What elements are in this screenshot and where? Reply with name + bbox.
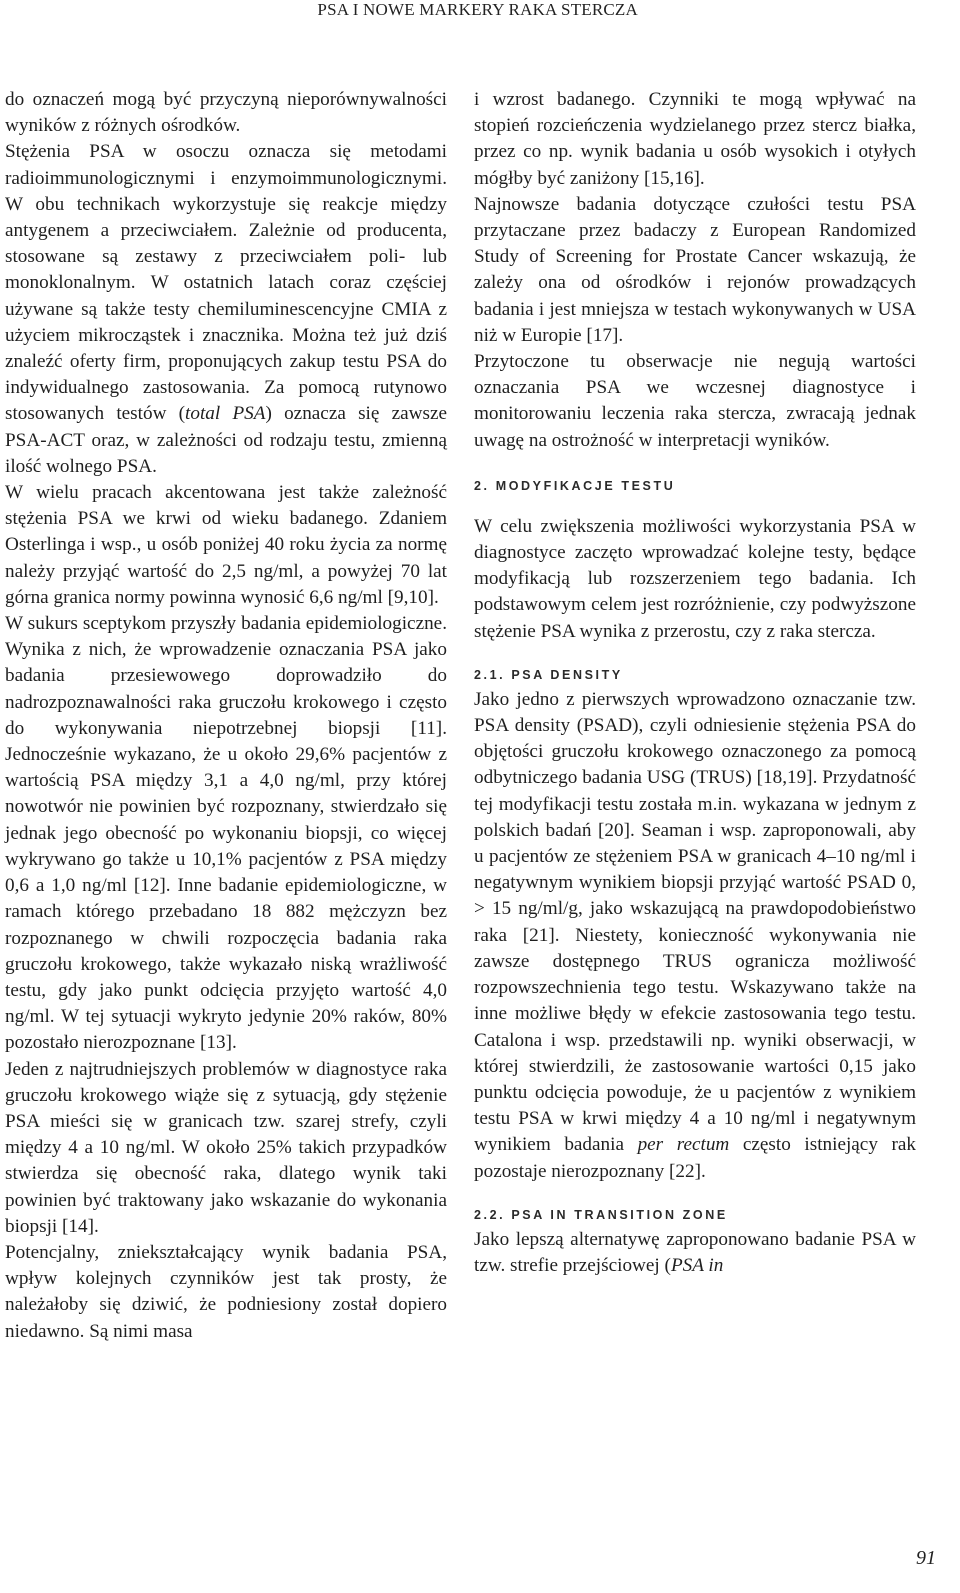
paragraph-text: Jako jedno z pierwszych wprowadzono oznaczanie tzw. PSA density (PSAD), czyli odniesienie stężenia PSA do objętości gruczołu krokowego oznaczonego za pomocą odbytniczego badania USG (TRUS) [18,19]. Przydatność tej modyfikacji testu została m.in. wykazana w jednym z polskich badań [20]. Seaman i wsp. zaproponowali, aby u pacjentów ze stężeniem PSA w granicach 4–10 ng/ml i negatywnym wynikiem biopsji przyjąć wartość PSAD 0, > 15 ng/ml/g, jako wskazującą na prawdopodobieństwo raka [21]. Niestety, konieczność wykonywania nie zawsze dostępnego TRUS ogranicza możliwość rozpowszechnienia tego testu. Wskazywano także na inne możliwe błędy w efekcie zastosowania tego testu. Catalona i wsp. przedstawili np. wyniki obserwacji, w której stwierdzili, że zastosowanie wartości 0,15 jako punktu odcięcia powoduje, że u pacjentów z wynikiem testu PSA w krwi między 4 a 10 ng/ml i negatywnym wynikiem badania bbox=[474, 688, 916, 1156]
paragraph-text: Jako lepszą alternatywę zaproponowano badanie PSA w tzw. strefie przejściowej ( bbox=[474, 1228, 916, 1276]
left-column bbox=[5, 87, 447, 1345]
paragraph: Jeden z najtrudniejszych problemów w diagnostyce raka gruczołu krokowego wiąże się z sytuacją, gdy stężenie PSA mieści się w granicach tzw. szarej strefy, czyli między 4 a 10 ng/ml. W około 25% takich przypadków stwierdza się obecność raka, dlatego wynik taki powinien być traktowany jako wskazanie do wykonania biopsji [14]. bbox=[5, 1058, 447, 1237]
section-heading-modyfikacje: 2. MODYFIKACJE TESTU bbox=[474, 478, 676, 493]
paragraph: W sukurs sceptykom przyszły badania epidemiologiczne. Wynika z nich, że wprowadzenie oznaczania PSA jako badania przesiewowego doprowadziło do nadrozpoznawalności raka gruczołu krokowego i często do wykonywania niepotrzebnej biopsji [11]. Jednocześnie wykazano, że u około 29,6% pacjentów z wartością PSA między 3,1 a 4,0 ng/ml, przy której nowotwór nie powinien być rozpoznany, stwierdzało się jednak jego obecność po wykonaniu biopsji, co więcej wykrywano go także u 10,1% pacjentów z PSA między 0,6 a 1,0 ng/ml [12]. Inne badanie epidemiologiczne, w ramach którego przebadano 18 882 mężczyzn bez rozpoznanego w chwili rozpoczęcia badania raka gruczołu krokowego, także wykazało niską wrażliwość testu, gdy jako punkt odcięcia przyjęto wartość 4,0 ng/ml. W tej sytuacji wykryto jedynie 20% raków, 80% pozostało nierozpoznane [13]. bbox=[5, 613, 447, 1054]
subsection-heading-transition-zone: 2.2. PSA IN TRANSITION ZONE bbox=[474, 1207, 728, 1222]
subsection-heading-psa-density: 2.1. PSA DENSITY bbox=[474, 667, 623, 682]
paragraph: Najnowsze badania dotyczące czułości testu PSA przytaczane przez badaczy z European Randomized Study of Screening for Prostate Cancer wskazują, że zależy ona od ośrodków i rejonów prowadzących badania i jest mniejsza w testach wykonywanych w USA niż w Europie [17]. bbox=[474, 193, 916, 346]
running-head bbox=[0, 0, 960, 30]
paragraph: W celu zwiększenia możliwości wykorzystania PSA w diagnostyce zaczęto wprowadzać kolejne testy, będące modyfikacją lub rozszerzeniem tego badania. Ich podstawowym celem jest rozróżnienie, czy podwyższone stężenie PSA wynika z przerostu, czy z raka stercza. bbox=[474, 515, 916, 642]
paragraph-text: często istniejący rak pozostaje nierozpoznany [22]. bbox=[474, 1134, 916, 1182]
paragraph: Potencjalny, zniekształcający wynik badania PSA, wpływ kolejnych czynników jest tak prosty, że należałoby się dziwić, że podniesiony został dopiero niedawno. Są nimi masa bbox=[5, 1241, 447, 1342]
right-column bbox=[474, 87, 916, 1279]
italic-term: total PSA bbox=[185, 403, 266, 425]
italic-term: per rectum bbox=[637, 1134, 730, 1156]
paragraph: do oznaczeń mogą być przyczyną nieporównywalności wyników z różnych ośrodków. bbox=[5, 89, 447, 137]
page-number: 91 bbox=[916, 1547, 936, 1569]
running-title: PSA I NOWE MARKERY RAKA STERCZA bbox=[317, 0, 638, 19]
paragraph bbox=[5, 139, 447, 480]
paragraph: i wzrost badanego. Czynniki te mogą wpływać na stopień rozcieńczenia wydzielanego przez stercz białka, przez co np. wynik badania u osób wysokich i otyłych mógłby być zaniżony [15,16]. bbox=[474, 89, 916, 189]
paragraph bbox=[474, 1227, 916, 1279]
paragraph-text: ) oznacza się zawsze PSA-ACT oraz, w zależności od rodzaju testu, zmienną ilość wolnego PSA. bbox=[5, 403, 447, 477]
paragraph-text: Stężenia PSA w osoczu oznacza się metodami radioimmunologicznymi i enzymoimmunologicznymi. W obu technikach wykorzystuje się reakcje między antygenem a przeciwciałem. Zależnie od producenta, stosowane są zestawy z przeciwciałem poli- lub monoklonalnym. W ostatnich latach coraz częściej używane są także testy chemiluminescencyjne CMIA z użyciem mikrocząstek i znacznika. Można też już dziś znaleźć oferty firm, proponujących zakup testu PSA do indywidualnego zastosowania. Za pomocą rutynowo stosowanych testów ( bbox=[5, 141, 447, 425]
paragraph bbox=[474, 687, 916, 1185]
paragraph: W wielu pracach akcentowana jest także zależność stężenia PSA we krwi od wieku badanego. Zdaniem Osterlinga i wsp., u osób poniżej 40 roku życia za normę należy przyjąć wartość do 2,5 ng/ml, a powyżej 70 lat górna granica normy powinna wynosić 6,6 ng/ml [9,10]. bbox=[5, 482, 447, 608]
italic-term: PSA in bbox=[670, 1254, 724, 1276]
paragraph: Przytoczone tu obserwacje nie negują wartości oznaczania PSA we wczesnej diagnostyce i monitorowaniu leczenia raka stercza, zwracają jednak uwagę na ostrożność w interpretacji wyników. bbox=[474, 351, 916, 451]
